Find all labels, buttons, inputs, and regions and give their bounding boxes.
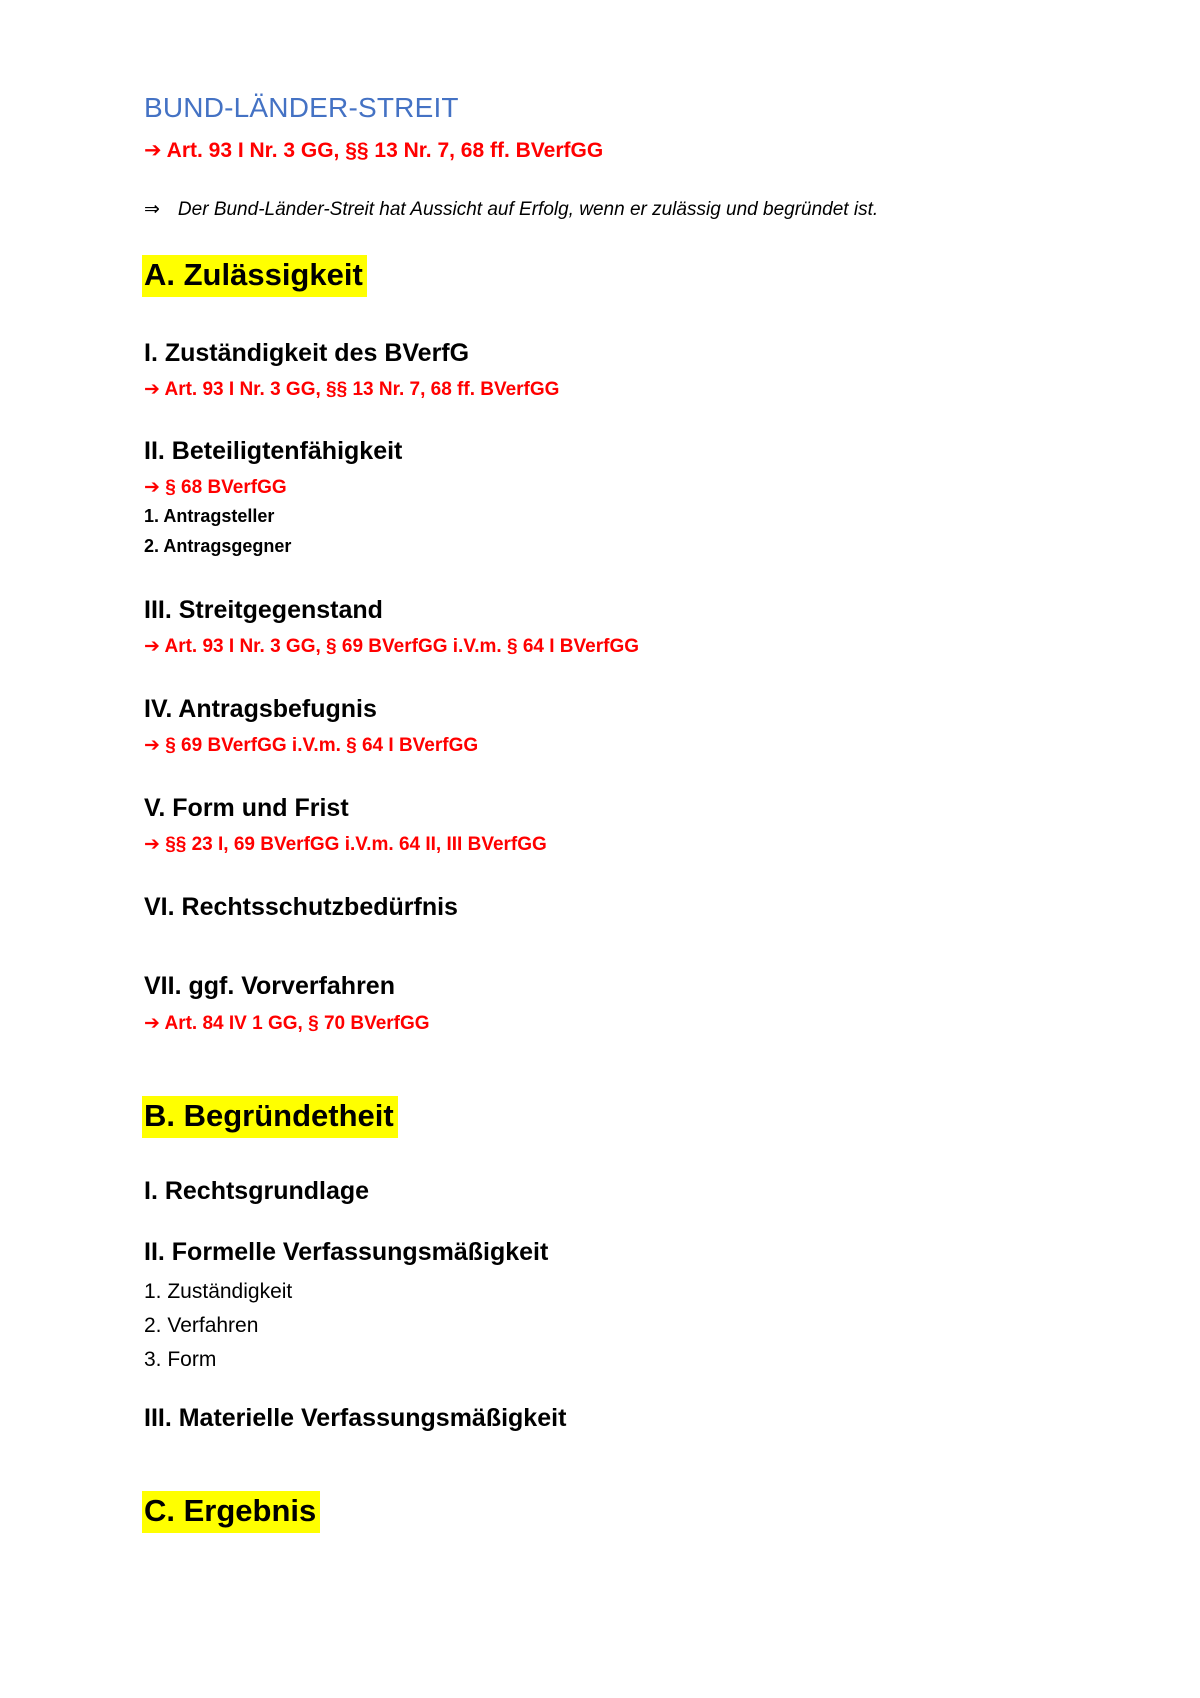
subheading-a-3: III. Streitgegenstand <box>144 596 383 624</box>
list-item-b-2-2: 2. Verfahren <box>144 1314 259 1337</box>
subheading-a-2: II. Beteiligtenfähigkeit <box>144 437 403 465</box>
intro-text: Der Bund-Länder-Streit hat Aussicht auf Erfolg, wenn er zulässig und begründet ist. <box>177 199 879 220</box>
main-legal-reference: ➔ Art. 93 I Nr. 3 GG, §§ 13 Nr. 7, 68 ff. BVerfGG <box>144 139 604 162</box>
document-title: BUND-LÄNDER-STREIT <box>144 92 459 123</box>
subheading-b-3: III. Materielle Verfassungsmäßigkeit <box>144 1404 567 1432</box>
reference-a-2: ➔ § 68 BVerfGG <box>144 477 287 498</box>
section-heading-b: B. Begründetheit <box>142 1096 398 1138</box>
reference-a-1: ➔ Art. 93 I Nr. 3 GG, §§ 13 Nr. 7, 68 ff. BVerfGG <box>144 379 560 400</box>
reference-a-4: ➔ § 69 BVerfGG i.V.m. § 64 I BVerfGG <box>144 735 479 756</box>
intro-line <box>144 198 878 221</box>
subheading-b-2: II. Formelle Verfassungsmäßigkeit <box>144 1238 549 1266</box>
subheading-b-1: I. Rechtsgrundlage <box>144 1177 370 1205</box>
section-heading-a: A. Zulässigkeit <box>142 255 367 297</box>
subheading-a-5: V. Form und Frist <box>144 794 349 822</box>
section-heading-c: C. Ergebnis <box>142 1491 320 1533</box>
reference-a-3: ➔ Art. 93 I Nr. 3 GG, § 69 BVerfGG i.V.m. § 64 I BVerfGG <box>144 636 640 657</box>
implies-arrow-icon: ⇒ <box>144 199 160 220</box>
subheading-a-4: IV. Antragsbefugnis <box>144 695 377 723</box>
list-item-a-2-2: 2. Antragsgegner <box>144 536 292 556</box>
reference-a-5: ➔ §§ 23 I, 69 BVerfGG i.V.m. 64 II, III BVerfGG <box>144 834 547 855</box>
reference-a-7: ➔ Art. 84 IV 1 GG, § 70 BVerfGG <box>144 1013 430 1034</box>
subheading-a-1: I. Zuständigkeit des BVerfG <box>144 339 470 367</box>
list-item-a-2-1: 1. Antragsteller <box>144 506 275 526</box>
subheading-a-7: VII. ggf. Vorverfahren <box>144 972 395 1000</box>
list-item-b-2-1: 1. Zuständigkeit <box>144 1280 293 1303</box>
subheading-a-6: VI. Rechtsschutzbedürfnis <box>144 893 458 921</box>
list-item-b-2-3: 3. Form <box>144 1348 217 1371</box>
